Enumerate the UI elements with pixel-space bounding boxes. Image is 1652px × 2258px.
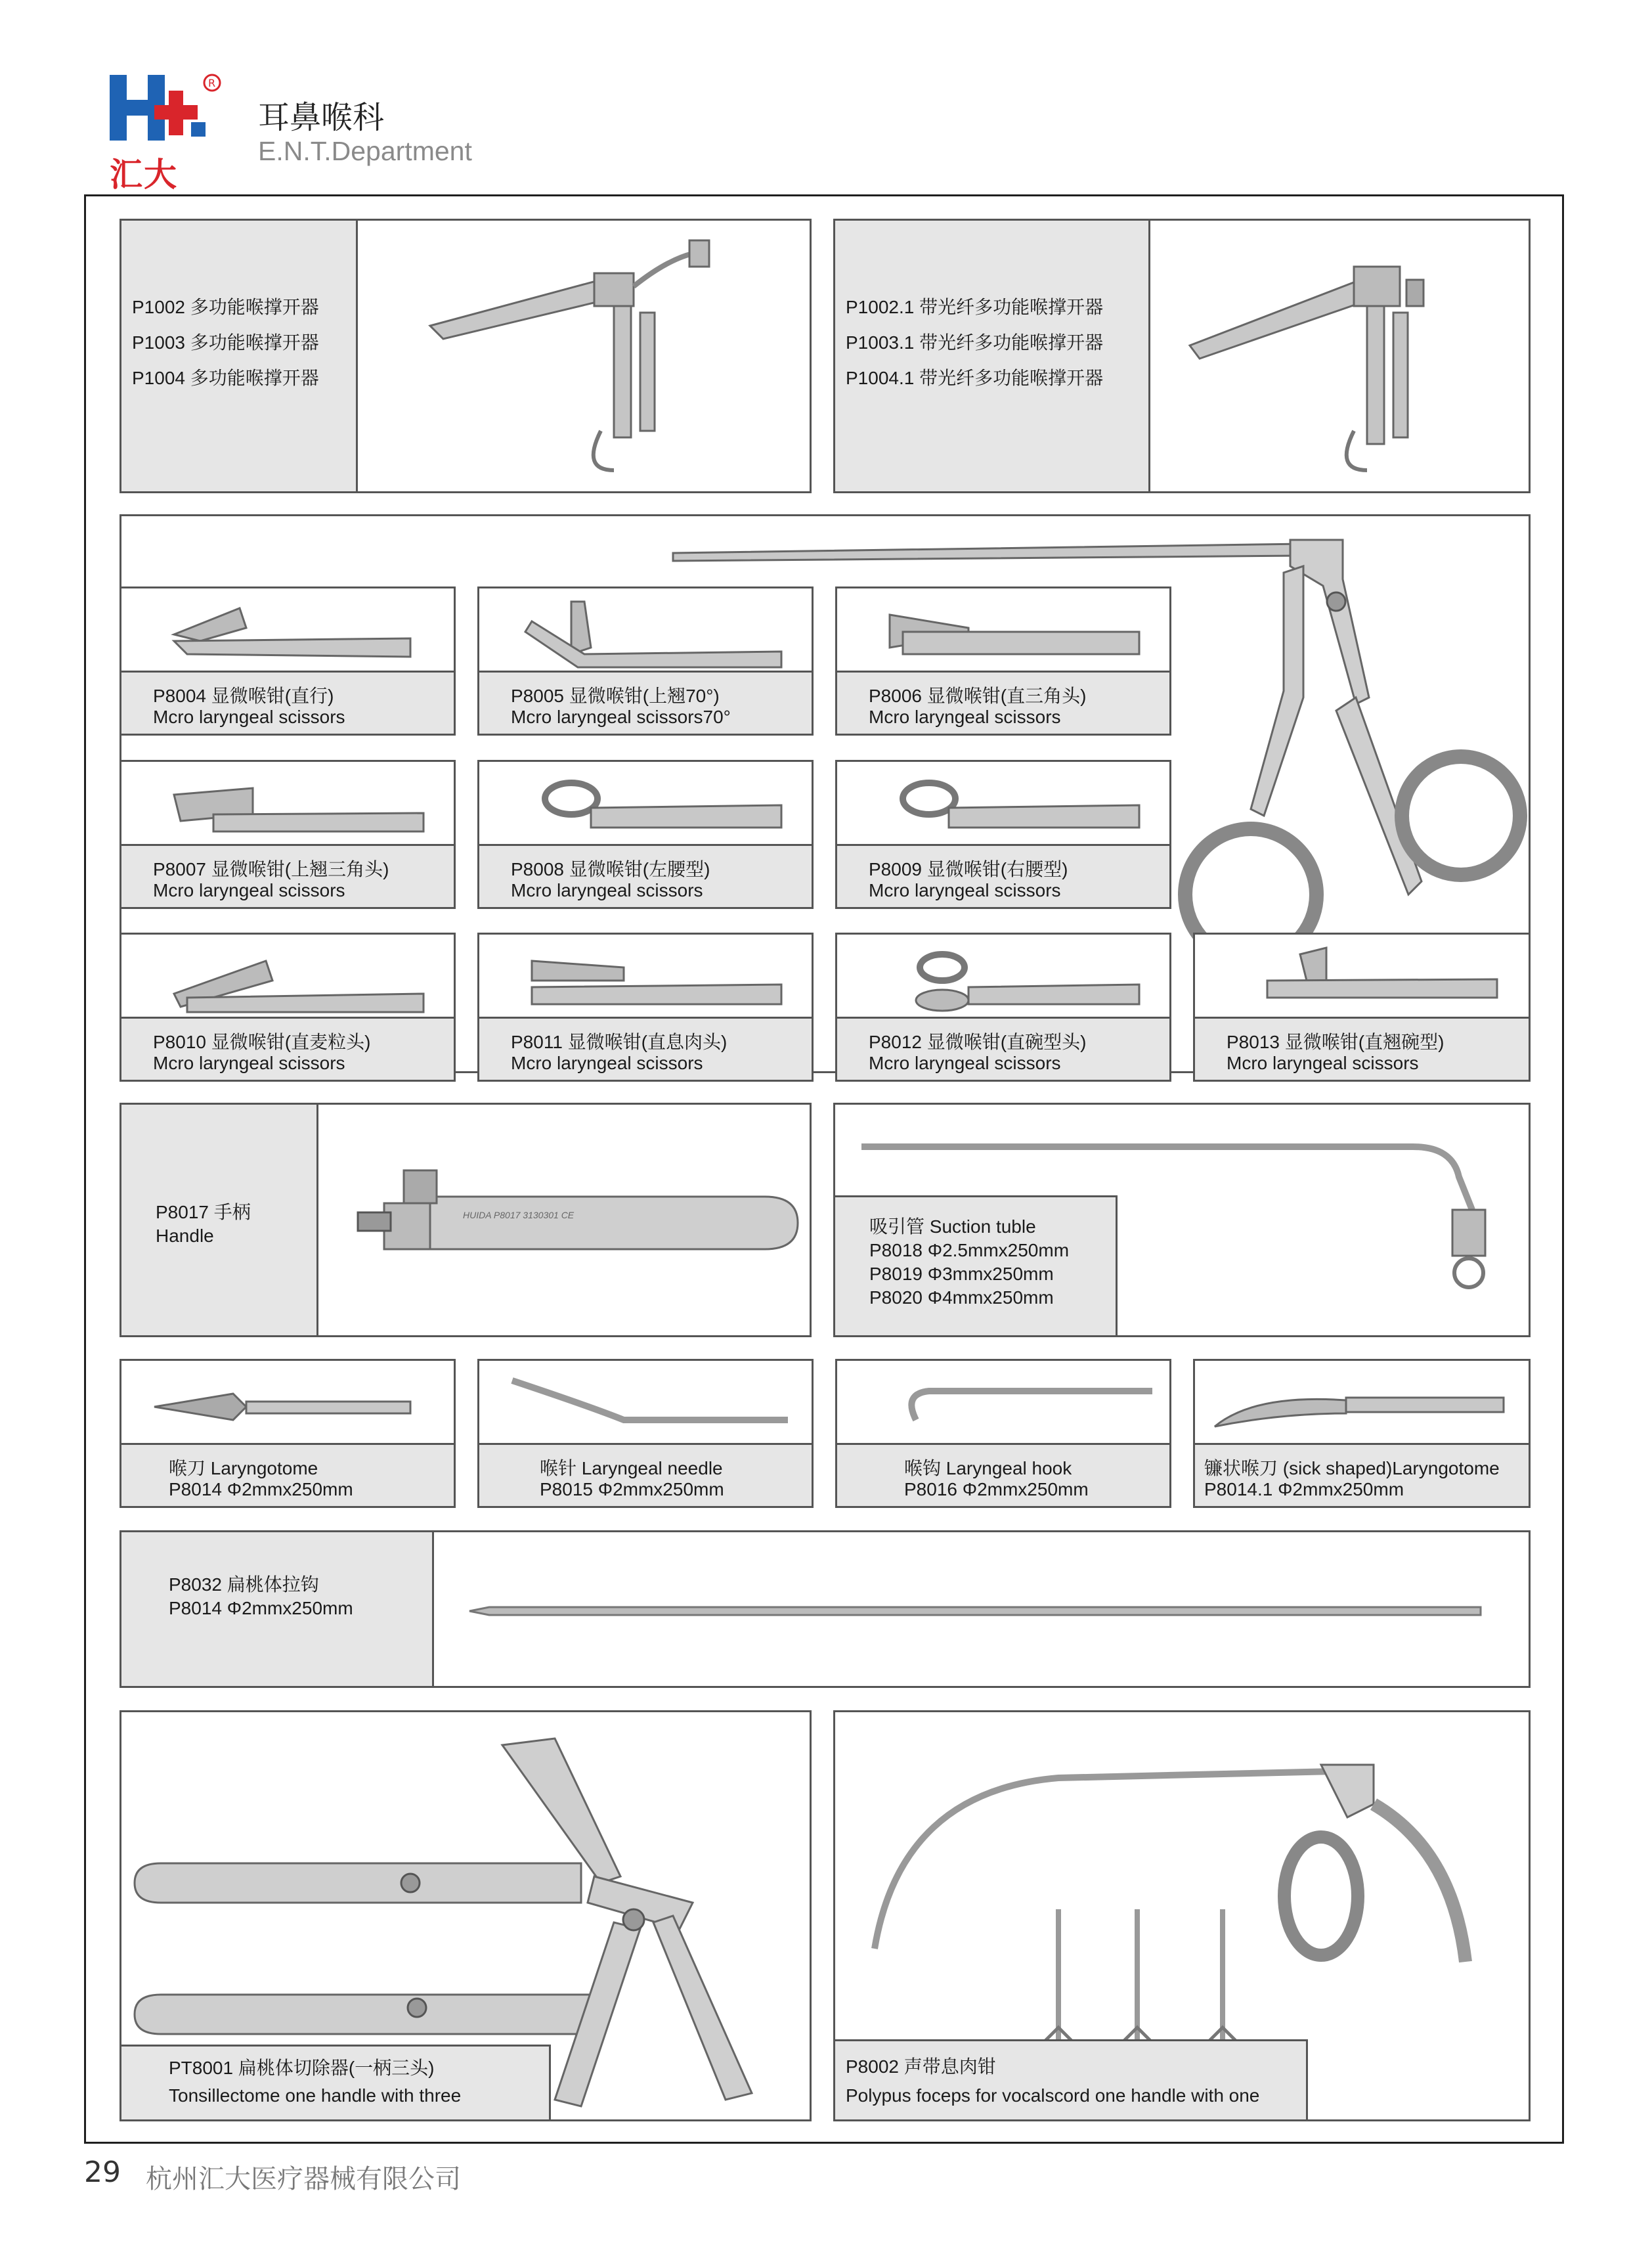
product-code: P8011 显微喉钳(直息肉头) [511, 1032, 728, 1052]
product-card [120, 933, 456, 1082]
laryngoscope-illustration [430, 234, 798, 483]
product-code: P8006 显微喉钳(直三角头) [869, 686, 1087, 706]
scissors-tip-up-bowl-illustration [1261, 941, 1510, 1013]
product-name: Polypus foceps for vocalscord one handle with one [846, 2085, 1260, 2106]
product-card [120, 587, 456, 736]
scissors-tip-right-waist-illustration [877, 768, 1152, 841]
laryngoscope-fiber-illustration [1190, 234, 1492, 483]
product-name: Mcro laryngeal scissors [153, 1053, 345, 1073]
product-line: P8018 Φ2.5mmx250mm [869, 1240, 1070, 1260]
scissors-tip-polyp-illustration [519, 941, 794, 1013]
product-code: P8016 Φ2mmx250mm [904, 1479, 1089, 1499]
product-card [477, 587, 814, 736]
panel-handle [120, 1103, 812, 1337]
product-name: Mcro laryngeal scissors [153, 880, 345, 900]
product-name: Mcro laryngeal scissors [511, 880, 703, 900]
product-card [835, 760, 1171, 909]
scissors-tip-70-illustration [519, 595, 794, 667]
product-code: P8010 显微喉钳(直麦粒头) [153, 1032, 371, 1052]
product-name: 镰状喉刀 (sick shaped)Laryngotome [1204, 1458, 1500, 1478]
panel-laryngoscope [120, 219, 812, 493]
product-card [1193, 1359, 1531, 1508]
product-code: P8007 显微喉钳(上翘三角头) [153, 859, 389, 879]
panel-tonsil-hook [120, 1530, 1531, 1688]
product-code: P8012 显微喉钳(直碗型头) [869, 1032, 1087, 1052]
scissors-tip-bowl-illustration [877, 941, 1152, 1013]
product-card [1193, 933, 1531, 1082]
product-name: 喉针 Laryngeal needle [540, 1458, 723, 1478]
product-code: P8032 扁桃体拉钩 [169, 1574, 319, 1595]
suction-title: 吸引管 Suction tuble [869, 1216, 1036, 1237]
product-name: 喉刀 Laryngotome [169, 1458, 318, 1478]
product-code: PT8001 扁桃体切除器(一柄三头) [169, 2058, 435, 2078]
product-code: P8013 显微喉钳(直翘碗型) [1227, 1032, 1445, 1052]
product-name: Mcro laryngeal scissors [153, 707, 345, 727]
product-code: P8004 显微喉钳(直行) [153, 686, 334, 706]
company-name: 杭州汇大医疗器械有限公司 [146, 2164, 461, 2194]
product-line: P1002.1 带光纤多功能喉撑开器 [846, 297, 1104, 317]
scissors-tip-up-triangle-illustration [161, 768, 437, 841]
scissors-tip-straight-illustration [161, 595, 437, 667]
product-code: P8015 Φ2mmx250mm [540, 1479, 724, 1499]
product-name: Mcro laryngeal scissors [1227, 1053, 1419, 1073]
product-name: Mcro laryngeal scissors [869, 1053, 1061, 1073]
scissors-tip-wheat-illustration [161, 941, 437, 1013]
brand-logo [108, 71, 223, 194]
svg-text:R: R [208, 77, 216, 89]
logo-text: 汇大 [110, 156, 178, 194]
scissors-tip-left-waist-illustration [519, 768, 794, 841]
product-line: P1004 多功能喉撑开器 [132, 368, 319, 388]
product-name: Mcro laryngeal scissors70° [511, 707, 731, 727]
tonsil-hook-illustration [469, 1598, 1494, 1624]
product-code: P8014 Φ2mmx250mm [169, 1479, 353, 1499]
product-line: P1003.1 带光纤多功能喉撑开器 [846, 332, 1104, 353]
scissors-tip-triangle-illustration [877, 595, 1152, 667]
product-line: P1003 多功能喉撑开器 [132, 332, 319, 353]
product-card [120, 1359, 456, 1508]
product-name: Mcro laryngeal scissors [511, 1053, 703, 1073]
product-line: P1004.1 带光纤多功能喉撑开器 [846, 368, 1104, 388]
panel-tonsillectome [120, 1710, 812, 2121]
polypus-forceps-illustration [861, 1752, 1518, 2054]
product-card [835, 933, 1171, 1082]
department-title-cn: 耳鼻喉科 [258, 99, 385, 136]
laryngeal-needle-illustration [512, 1374, 788, 1440]
product-name: Mcro laryngeal scissors [869, 707, 1061, 727]
product-line: P8020 Φ4mmx250mm [869, 1287, 1054, 1308]
panel-suction [833, 1103, 1531, 1337]
product-name: Mcro laryngeal scissors [869, 880, 1061, 900]
product-line: P8019 Φ3mmx250mm [869, 1264, 1054, 1284]
department-title-en: E.N.T.Department [258, 136, 472, 166]
page-number: 29 [84, 2156, 121, 2189]
product-name: Handle [156, 1226, 214, 1246]
product-line: P1002 多功能喉撑开器 [132, 297, 319, 317]
panel-laryngoscope-fiber [833, 219, 1531, 493]
panel-polypus-forceps [833, 1710, 1531, 2121]
laryngeal-hook-illustration [877, 1374, 1152, 1440]
laryngotome-illustration [154, 1381, 430, 1433]
product-card [477, 760, 814, 909]
product-size: P8014 Φ2mmx250mm [169, 1598, 353, 1618]
product-card [835, 587, 1171, 736]
product-code: P8002 声带息肉钳 [846, 2056, 996, 2077]
sickle-laryngotome-illustration [1215, 1374, 1517, 1440]
product-card [477, 933, 814, 1082]
product-name: 喉钩 Laryngeal hook [904, 1458, 1072, 1478]
product-card [835, 1359, 1171, 1508]
handle-engraving: HUIDA P8017 3130301 CE [463, 1210, 575, 1220]
product-code: P8009 显微喉钳(右腰型) [869, 859, 1068, 879]
product-code: P8014.1 Φ2mmx250mm [1204, 1479, 1404, 1499]
product-code: P8005 显微喉钳(上翘70°) [511, 686, 720, 706]
product-code: P8017 手柄 [156, 1202, 251, 1222]
product-name: Tonsillectome one handle with three [169, 2085, 462, 2106]
handle-illustration [345, 1157, 791, 1289]
product-card [120, 760, 456, 909]
product-code: P8008 显微喉钳(左腰型) [511, 859, 710, 879]
product-card [477, 1359, 814, 1508]
